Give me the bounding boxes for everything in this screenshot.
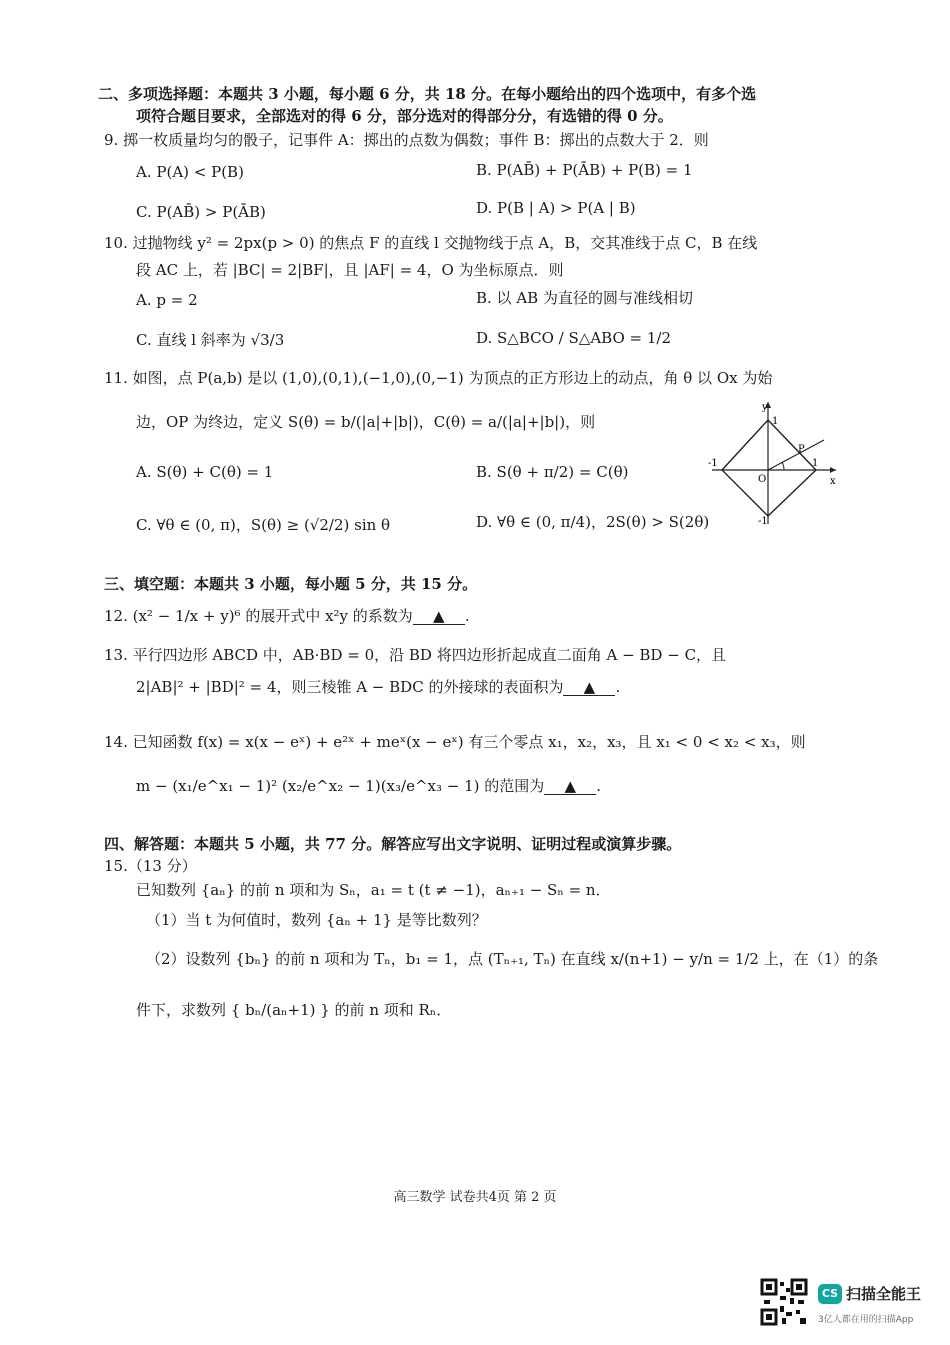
q9-option-d: D. P(B | A) > P(A | B) — [476, 199, 636, 217]
scanner-title: 扫描全能王 — [846, 1285, 922, 1303]
section2-header-line1: 二、多项选择题：本题共 3 小题，每小题 6 分，共 18 分。在每小题给出的四个选项中，有多个选 — [98, 85, 757, 103]
q14-end: . — [596, 777, 602, 795]
q11-stem-line1: 11. 如图，点 P(a,b) 是以 (1,0),(0,1),(−1,0),(0,−1) 为顶点的正方形边上的动点，角 θ 以 Ox 为始 — [104, 369, 773, 387]
label-x: x — [830, 476, 836, 487]
q9-option-c: C. P(AB̄) > P(ĀB) — [136, 203, 266, 221]
q11-square-figure — [704, 398, 840, 530]
qr-code-icon — [760, 1278, 808, 1326]
page-footer: 高三数学 试卷共4页 第 2 页 — [393, 1190, 557, 1205]
q15-part2: （2）设数列 {bₙ} 的前 n 项和为 Tₙ，b₁ = 1，点 (Tₙ₊₁, Tₙ) 在直线 x/(n+1) − y/n = 1/2 上，在（1）的条 — [146, 950, 879, 968]
section4-header: 四、解答题：本题共 5 小题，共 77 分。解答应写出文字说明、证明过程或演算步骤。 — [104, 835, 682, 853]
q9-option-a: A. P(A) < P(B) — [136, 163, 244, 181]
q15-part1: （1）当 t 为何值时，数列 {aₙ + 1} 是等比数列？ — [146, 911, 487, 929]
q15-given: 已知数列 {aₙ} 的前 n 项和为 Sₙ，a₁ = t (t ≠ −1)，aₙ₊₁ − Sₙ = n． — [136, 881, 611, 899]
label-p: P — [798, 444, 805, 455]
scanner-logo: CS — [818, 1284, 842, 1304]
q11-option-d: D. ∀θ ∈ (0, π/4)，2S(θ) > S(2θ) — [476, 513, 710, 531]
q11-option-b: B. S(θ + π/2) = C(θ) — [476, 463, 629, 481]
label-one-right: 1 — [812, 458, 819, 469]
q14-line2 — [136, 776, 601, 796]
q13-answer-blank: ▲ — [563, 679, 615, 696]
q13-end: . — [615, 678, 621, 696]
q10-option-d: D. S△BCO / S△ABO = 1/2 — [476, 329, 671, 347]
label-origin: O — [758, 474, 767, 485]
q9-option-b: B. P(AB̄) + P(ĀB) + P(B) = 1 — [476, 161, 693, 179]
q12-answer-blank: ▲ — [413, 608, 465, 625]
square-outline — [722, 420, 819, 516]
q14-text: m − (x₁/e^x₁ − 1)² (x₂/e^x₂ − 1)(x₃/e^x₃ − 1) 的范围为 — [136, 777, 545, 795]
q12-line — [104, 606, 470, 626]
q15-title: 15.（13 分） — [104, 857, 197, 875]
q13-line1: 13. 平行四边形 ABCD 中，AB·BD = 0，沿 BD 将四边形折起成直二面角 A − BD − C，且 — [104, 646, 727, 664]
scanner-subtitle: 3亿人都在用的扫描App — [818, 1315, 914, 1325]
q12-text: 12. (x² − 1/x + y)⁶ 的展开式中 x²y 的系数为 — [104, 607, 413, 625]
q11-option-a: A. S(θ) + C(θ) = 1 — [136, 463, 274, 481]
q12-end: . — [464, 607, 470, 625]
q9-stem: 9. 掷一枚质量均匀的骰子，记事件 A：掷出的点数为偶数；事件 B：掷出的点数大于 2．则 — [104, 131, 709, 149]
label-y: y — [762, 402, 768, 413]
section3-header: 三、填空题：本题共 3 小题，每小题 5 分，共 15 分。 — [104, 575, 478, 593]
q14-answer-blank: ▲ — [544, 778, 596, 795]
label-neg-bottom: -1 — [758, 516, 768, 527]
q13-line2 — [136, 677, 620, 697]
q13-text: 2|AB|² + |BD|² = 4，则三棱锥 A − BDC 的外接球的表面积为 — [136, 678, 564, 696]
q10-option-a: A. p = 2 — [136, 291, 198, 309]
label-neg-left: -1 — [708, 458, 718, 469]
q11-option-c: C. ∀θ ∈ (0, π)，S(θ) ≥ (√2/2) sin θ — [136, 516, 391, 534]
q10-option-c: C. 直线 l 斜率为 √3/3 — [136, 331, 285, 349]
q11-stem-line2: 边，OP 为终边，定义 S(θ) = b/(|a|+|b|)，C(θ) = a/(|a|+|b|)，则 — [136, 413, 596, 431]
label-one-top: 1 — [772, 416, 779, 427]
q10-stem-line1: 10. 过抛物线 y² = 2px(p > 0) 的焦点 F 的直线 l 交抛物线于点 A，B，交其准线于点 C，B 在线 — [104, 234, 758, 252]
x-axis-arrow-icon — [830, 467, 836, 473]
angle-theta-arc — [782, 462, 784, 470]
section2-header-line2: 项符合题目要求，全部选对的得 6 分，部分选对的得部分分，有选错的得 0 分。 — [136, 107, 673, 125]
scanner-watermark — [760, 1278, 930, 1334]
q15-part2-cont: 件下，求数列 { bₙ/(aₙ+1) } 的前 n 项和 Rₙ． — [136, 1001, 452, 1019]
q10-option-b: B. 以 AB 为直径的圆与准线相切 — [476, 289, 693, 307]
q14-line1: 14. 已知函数 f(x) = x(x − eˣ) + e²ˣ + meˣ(x − eˣ) 有三个零点 x₁，x₂，x₃，且 x₁ < 0 < x₂ < x₃，则 — [104, 733, 806, 751]
q10-stem-line2: 段 AC 上，若 |BC| = 2|BF|，且 |AF| = 4，O 为坐标原点．则 — [136, 261, 564, 279]
